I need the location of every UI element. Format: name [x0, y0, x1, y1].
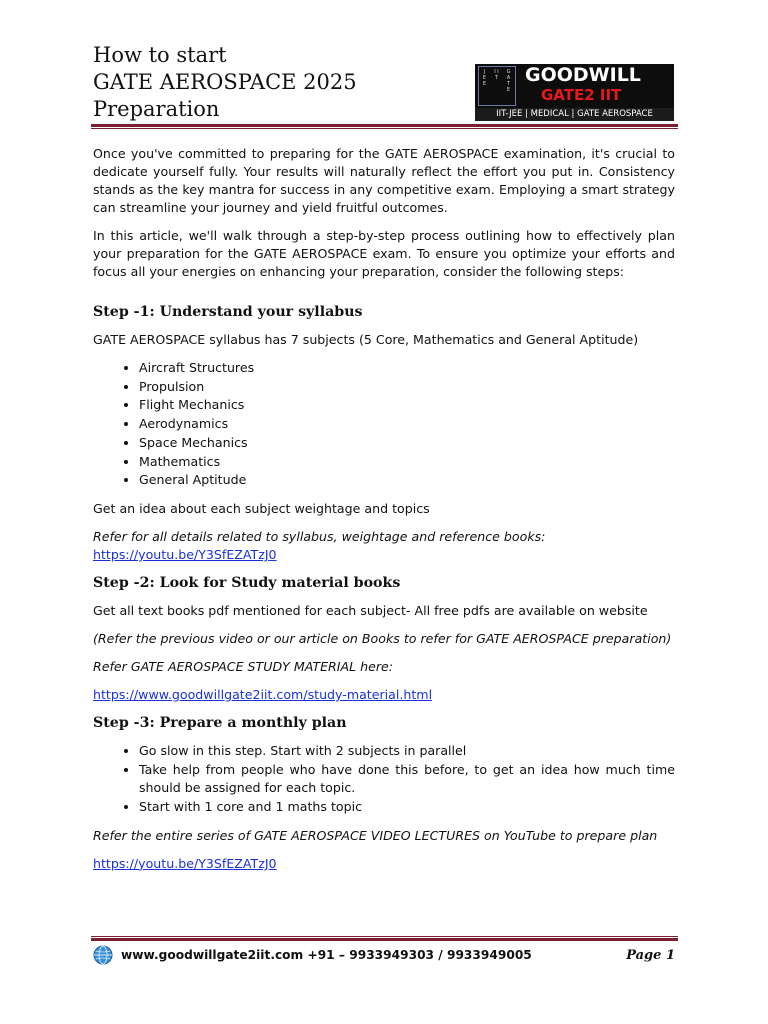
page-number: Page 1 — [626, 948, 675, 963]
logo-emblem-col-2: I I T — [494, 69, 499, 81]
step-2-refer-2: Refer GATE AEROSPACE STUDY MATERIAL here: — [93, 658, 394, 674]
goodwill-logo — [475, 64, 674, 121]
step-2-text: Get all text books pdf mentioned for each subject- All free pdfs are available on website — [93, 602, 648, 618]
list-item: • Space Mechanics — [139, 434, 675, 453]
plan-list — [93, 742, 675, 817]
step-1-note: Get an idea about each subject weightage and topics — [93, 500, 430, 516]
title-line-3: Preparation — [93, 97, 220, 121]
subject-list — [93, 359, 675, 490]
list-item: • Aerodynamics — [139, 415, 675, 434]
logo-brand: GOODWILL — [525, 64, 641, 86]
step-1-refer: Refer for all details related to syllabus, weightage and reference books: — [93, 528, 546, 544]
list-item: • Start with 1 core and 1 maths topic — [139, 798, 675, 817]
page-header — [93, 42, 676, 122]
step-1-heading: Step -1: Understand your syllabus — [93, 304, 363, 320]
step-2-refer-1: (Refer the previous video or our article on Books to refer for GATE AEROSPACE preparation) — [93, 630, 672, 646]
list-item: • Flight Mechanics — [139, 396, 675, 415]
step-3-youtube-link[interactable]: https://youtu.be/Y3SfEZATzJ0 — [93, 855, 277, 871]
step-2-heading: Step -2: Look for Study material books — [93, 574, 401, 591]
logo-emblem-col-1: J E E — [482, 69, 487, 87]
footer-rule-thin — [91, 936, 678, 937]
title-line-2: GATE AEROSPACE 2025 — [93, 70, 357, 94]
step-3-heading: Step -3: Prepare a monthly plan — [93, 714, 347, 731]
logo-tagline: IIT-JEE | MEDICAL | GATE AEROSPACE — [475, 108, 674, 121]
page-footer — [93, 945, 675, 967]
footer-contact: www.goodwillgate2iit.com +91 – 9933949303 / 9933949005 — [121, 948, 532, 962]
list-item: • Aircraft Structures — [139, 359, 675, 378]
step-3-refer: Refer the entire series of GATE AEROSPACE VIDEO LECTURES on YouTube to prepare plan — [93, 827, 658, 843]
list-item: • General Aptitude — [139, 471, 675, 490]
list-item: • Mathematics — [139, 453, 675, 472]
intro-paragraph-1: Once you've committed to preparing for the GATE AEROSPACE examination, it's crucial to dedicate yourself fully. Your results will naturally reflect the effort you put in. Consistency stands as the key mantra for success in any competitive exam. Employing a smart strategy can streamline your journey and yield fruitful outcomes. — [93, 146, 675, 215]
logo-subtitle: GATE2 IIT — [541, 86, 622, 104]
footer-rule-thick — [91, 938, 678, 941]
step-1-youtube-link[interactable]: https://youtu.be/Y3SfEZATzJ0 — [93, 546, 277, 562]
header-rule-thick — [91, 124, 678, 127]
logo-door-emblem — [478, 66, 516, 106]
title-line-1: How to start — [93, 43, 227, 67]
study-material-link[interactable]: https://www.goodwillgate2iit.com/study-material.html — [93, 686, 433, 702]
list-item: • Propulsion — [139, 378, 675, 397]
list-item: • Take help from people who have done this before, to get an idea how much time should be assigned for each topic. — [139, 761, 675, 798]
logo-emblem-col-3: G A T E — [506, 69, 511, 93]
step-1-intro: GATE AEROSPACE syllabus has 7 subjects (5 Core, Mathematics and General Aptitude) — [93, 332, 639, 347]
header-rule-thin — [91, 128, 678, 129]
intro-paragraph-2: In this article, we'll walk through a step-by-step process outlining how to effectively plan your preparation for the GATE AEROSPACE exam. To ensure you optimize your efforts and focus all your energies on enhancing your preparation, consider the following steps: — [93, 228, 675, 279]
list-item: • Go slow in this step. Start with 2 subjects in parallel — [139, 742, 675, 761]
document-body — [93, 145, 675, 883]
globe-icon — [93, 945, 113, 965]
